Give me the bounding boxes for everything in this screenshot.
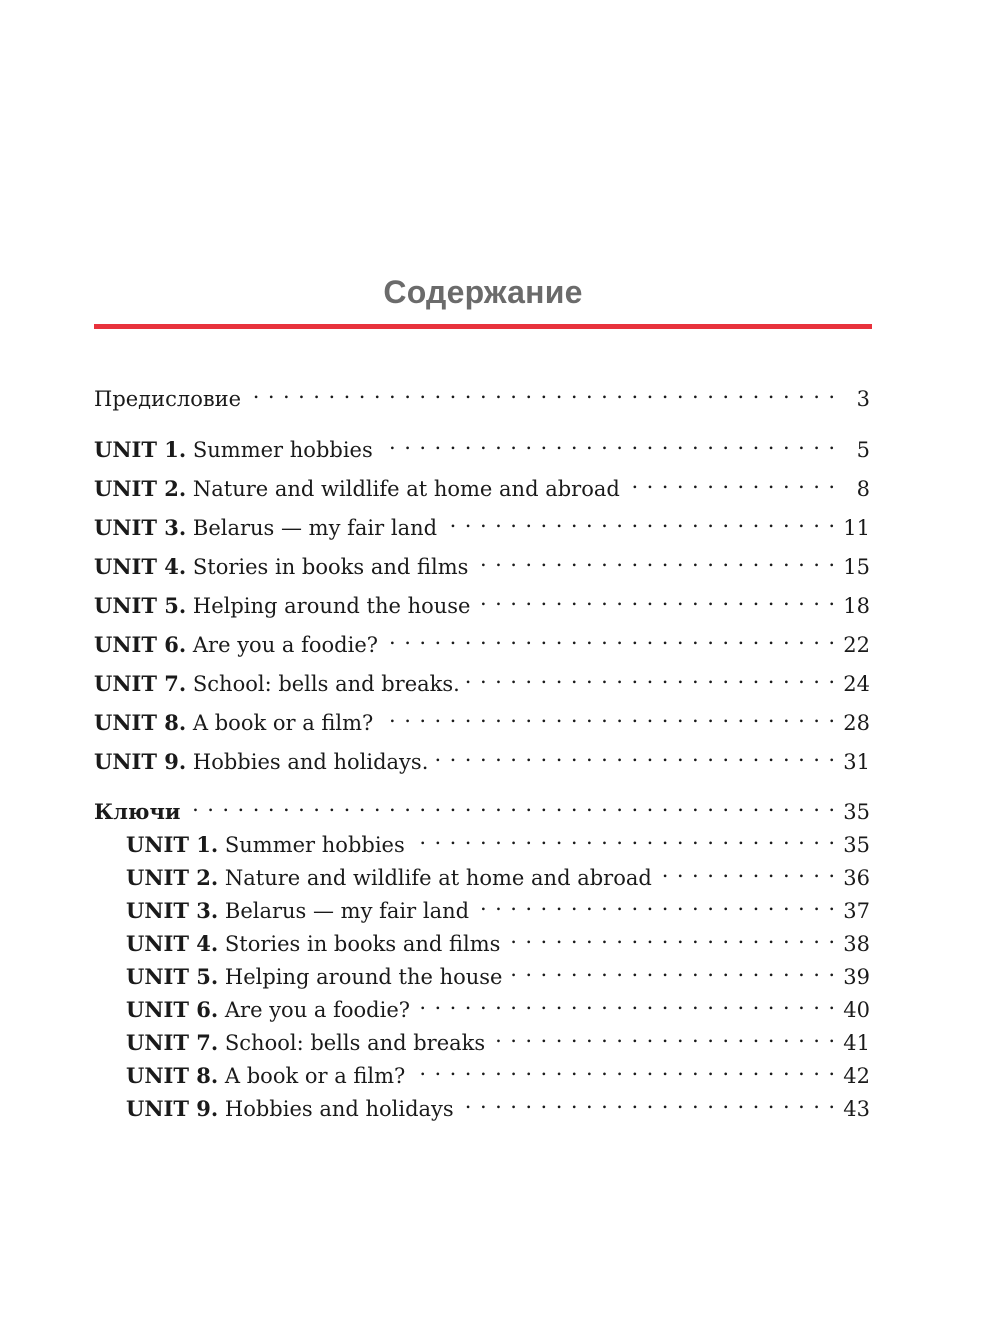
toc-unit-number: UNIT 7.: [94, 671, 187, 696]
toc-unit-number: UNIT 1.: [94, 437, 187, 462]
toc-entry-keys-unit-1[interactable]: [126, 822, 870, 857]
toc-unit-title: Helping around the house: [224, 965, 503, 989]
toc-entry-keys-unit-8[interactable]: [126, 1053, 870, 1088]
toc-leader-dots: [460, 1086, 836, 1116]
toc-page-number: 35: [843, 833, 870, 857]
toc-unit-title: Nature and wildlife at home and abroad: [224, 866, 652, 890]
toc-leader-dots: [416, 987, 836, 1017]
toc-entry-unit-5[interactable]: [94, 583, 870, 618]
toc-unit-title: Stories in books and films: [192, 555, 469, 579]
toc-entry-keys-unit-3[interactable]: [126, 888, 870, 923]
toc-leader-dots: [476, 583, 836, 613]
toc-entry-unit-3[interactable]: [94, 505, 870, 540]
toc-unit-number: UNIT 3.: [126, 898, 219, 923]
toc-entry-label: Предисловие: [94, 387, 242, 411]
toc-page-number: 8: [856, 477, 870, 501]
toc-page-number: 41: [843, 1031, 870, 1055]
toc-unit-title: A book or a film?: [192, 711, 374, 735]
toc-leader-dots: [379, 427, 836, 457]
toc-unit-number: UNIT 1.: [126, 832, 219, 857]
toc-unit-number: UNIT 5.: [94, 593, 187, 618]
toc-unit-number: UNIT 8.: [126, 1063, 219, 1088]
toc-page-number: 24: [843, 672, 870, 696]
toc-unit-title: Hobbies and holidays: [224, 1097, 454, 1121]
toc-unit-title: Helping around the house: [192, 594, 471, 618]
toc-entry-keys-unit-6[interactable]: [126, 987, 870, 1022]
toc-entry-unit-1[interactable]: [94, 427, 870, 462]
toc-page-number: 31: [843, 750, 870, 774]
toc-page-number: 40: [843, 998, 870, 1022]
toc-unit-title: Belarus — my fair land: [224, 899, 470, 923]
toc-page-number: 35: [843, 800, 870, 824]
toc-page-number: 28: [843, 711, 870, 735]
toc-page-number: 15: [843, 555, 870, 579]
toc-leader-dots: [434, 739, 836, 769]
toc-entry-keys-unit-9[interactable]: [126, 1086, 870, 1121]
toc-leader-dots: [626, 466, 836, 496]
toc-leader-dots: [475, 888, 836, 918]
toc-unit-title: Summer hobbies: [192, 438, 373, 462]
page-title: Содержание: [383, 274, 583, 310]
toc-unit-title: School: bells and breaks.: [192, 672, 460, 696]
toc-page-number: 37: [843, 899, 870, 923]
toc-page-number: 3: [856, 387, 870, 411]
toc-page-number: 18: [843, 594, 870, 618]
toc-unit-number: UNIT 9.: [94, 749, 187, 774]
toc-leader-dots: [411, 822, 836, 852]
toc-unit-title: Are you a foodie?: [192, 633, 379, 657]
toc-leader-dots: [658, 855, 836, 885]
toc-leader-dots: [506, 921, 836, 951]
toc-unit-number: UNIT 5.: [126, 964, 219, 989]
toc-leader-dots: [466, 661, 836, 691]
toc-entry-keys-unit-2[interactable]: [126, 855, 870, 890]
toc-leader-dots: [379, 700, 836, 730]
toc-entry-keys-unit-7[interactable]: [126, 1020, 870, 1055]
toc-leader-dots: [411, 1053, 836, 1083]
toc-page-number: 22: [843, 633, 870, 657]
toc-entry-unit-6[interactable]: [94, 622, 870, 657]
toc-unit-number: UNIT 3.: [94, 515, 187, 540]
toc-leader-dots: [186, 789, 836, 819]
toc-entry-preface[interactable]: [94, 376, 870, 411]
toc-entry-keys-unit-5[interactable]: [126, 954, 870, 989]
toc-leader-dots: [508, 954, 836, 984]
toc-entry-unit-7[interactable]: [94, 661, 870, 696]
toc-unit-title: Are you a foodie?: [224, 998, 411, 1022]
toc-page-number: 38: [843, 932, 870, 956]
toc-page-number: 43: [843, 1097, 870, 1121]
toc-unit-title: A book or a film?: [224, 1064, 406, 1088]
toc-entry-keys[interactable]: [94, 789, 870, 824]
toc-page-number: 11: [843, 516, 870, 540]
toc-page-number: 42: [843, 1064, 870, 1088]
toc-unit-title: Nature and wildlife at home and abroad: [192, 477, 620, 501]
toc-entry-unit-4[interactable]: [94, 544, 870, 579]
toc-entry-keys-unit-4[interactable]: [126, 921, 870, 956]
toc-leader-dots: [443, 505, 836, 535]
toc-unit-number: UNIT 8.: [94, 710, 187, 735]
toc-unit-number: UNIT 4.: [94, 554, 187, 579]
toc-unit-title: Belarus — my fair land: [192, 516, 438, 540]
toc-unit-number: UNIT 4.: [126, 931, 219, 956]
toc-page-number: 5: [856, 438, 870, 462]
toc-entry-unit-9[interactable]: [94, 739, 870, 774]
toc-entry-label: Ключи: [94, 799, 181, 824]
toc-entry-unit-2[interactable]: [94, 466, 870, 501]
toc-unit-number: UNIT 6.: [94, 632, 187, 657]
toc-unit-title: Hobbies and holidays.: [192, 750, 429, 774]
toc-unit-number: UNIT 6.: [126, 997, 219, 1022]
toc-leader-dots: [491, 1020, 836, 1050]
toc-unit-number: UNIT 2.: [94, 476, 187, 501]
toc-page-number: 36: [843, 866, 870, 890]
toc-leader-dots: [474, 544, 836, 574]
toc-entry-unit-8[interactable]: [94, 700, 870, 735]
toc-unit-title: Stories in books and films: [224, 932, 501, 956]
toc-unit-number: UNIT 7.: [126, 1030, 219, 1055]
toc-leader-dots: [247, 376, 836, 406]
toc-unit-title: Summer hobbies: [224, 833, 405, 857]
toc-unit-title: School: bells and breaks: [224, 1031, 486, 1055]
toc-unit-number: UNIT 2.: [126, 865, 219, 890]
toc-page-number: 39: [843, 965, 870, 989]
toc-unit-number: UNIT 9.: [126, 1096, 219, 1121]
toc-leader-dots: [384, 622, 836, 652]
title-rule: [94, 324, 872, 329]
